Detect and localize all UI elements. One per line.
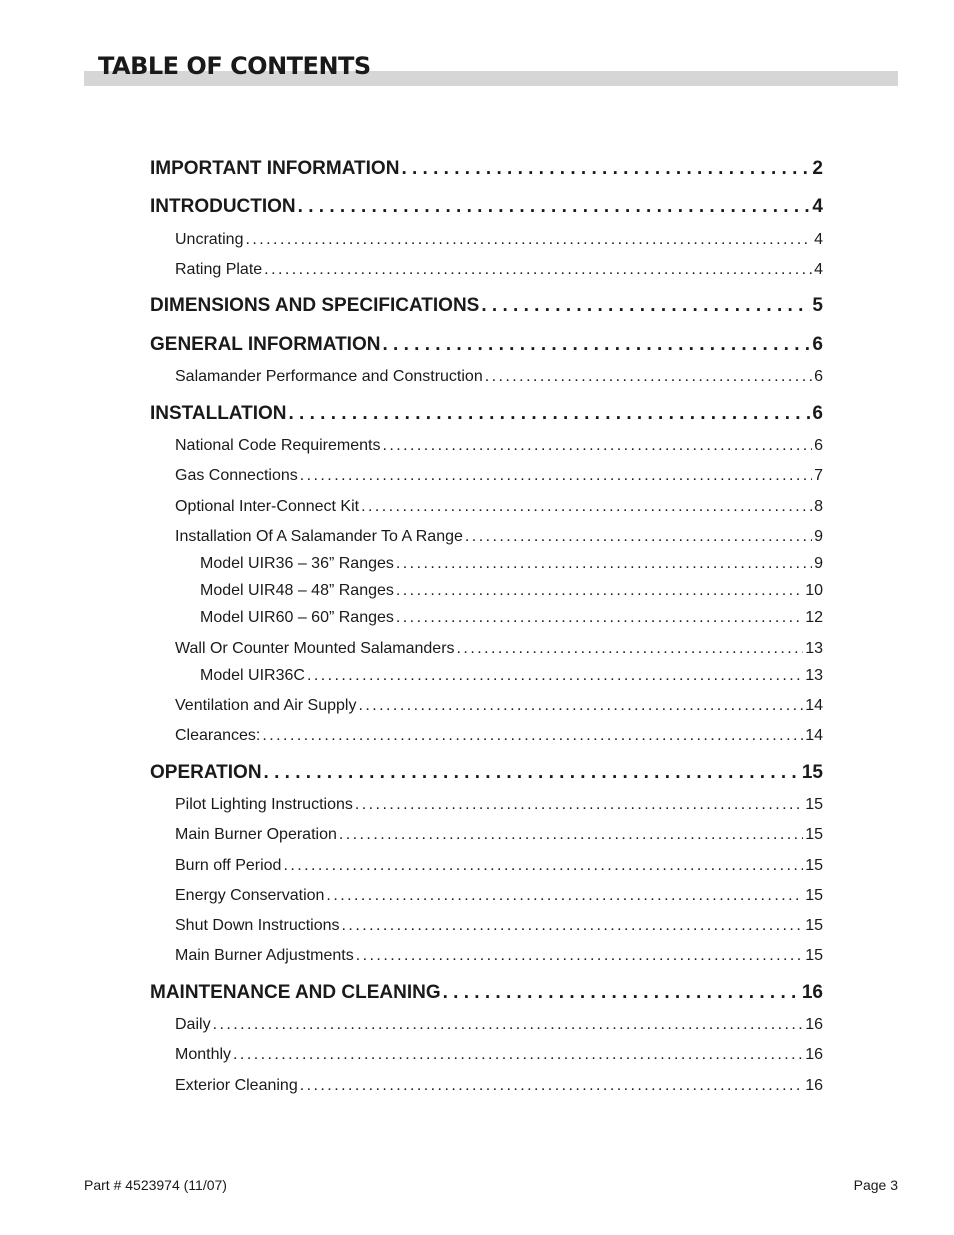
toc-entry-page: 4 [814, 261, 823, 278]
toc-entry-title: Model UIR48 – 48” Ranges [200, 582, 394, 599]
toc-entry-title: Uncrating [175, 231, 244, 248]
toc-dot-leader [307, 667, 803, 685]
toc-entry-page: 15 [801, 762, 823, 783]
toc-entry-title: INTRODUCTION [150, 196, 296, 217]
toc-dot-leader [283, 857, 803, 875]
toc-entry[interactable] [200, 555, 823, 577]
toc-entry[interactable] [175, 231, 823, 253]
toc-entry-page: 4 [812, 196, 823, 217]
toc-entry-title: Model UIR36 – 36” Ranges [200, 555, 394, 572]
toc-dot-leader [289, 403, 811, 425]
toc-entry-page: 15 [805, 857, 823, 874]
toc-entry-page: 6 [812, 403, 823, 424]
toc-entry-page: 15 [805, 826, 823, 843]
toc-entry[interactable] [175, 917, 823, 939]
toc-entry[interactable] [150, 403, 823, 429]
toc-dot-leader [457, 640, 804, 658]
toc-entry-title: MAINTENANCE AND CLEANING [150, 982, 441, 1003]
toc-entry[interactable] [175, 1046, 823, 1068]
toc-dot-leader [355, 796, 803, 814]
toc-entry-page: 16 [805, 1046, 823, 1063]
toc-dot-leader [300, 467, 812, 485]
toc-entry-page: 4 [814, 231, 823, 248]
toc-entry[interactable] [175, 467, 823, 489]
toc-dot-leader [382, 437, 812, 455]
toc-entry-page: 16 [801, 982, 823, 1003]
toc-entry[interactable] [150, 295, 823, 321]
toc-entry-page: 14 [805, 697, 823, 714]
toc-entry-title: DIMENSIONS AND SPECIFICATIONS [150, 295, 480, 316]
toc-entry-title: IMPORTANT INFORMATION [150, 158, 400, 179]
toc-entry[interactable] [175, 528, 823, 550]
toc-entry[interactable] [150, 158, 823, 184]
toc-entry-title: Main Burner Operation [175, 826, 337, 843]
toc-entry-title: GENERAL INFORMATION [150, 334, 381, 355]
toc-dot-leader [382, 334, 810, 356]
toc-entry[interactable] [175, 498, 823, 520]
toc-entry-title: National Code Requirements [175, 437, 381, 454]
toc-entry-title: Rating Plate [175, 261, 263, 278]
toc-dot-leader [233, 1046, 803, 1064]
toc-entry-page: 13 [805, 640, 823, 657]
toc-dot-leader [300, 1077, 803, 1095]
toc-entry-title: Shut Down Instructions [175, 917, 340, 934]
toc-entry[interactable] [175, 947, 823, 969]
toc-entry[interactable] [175, 727, 823, 749]
toc-dot-leader [339, 826, 803, 844]
toc-dot-leader [396, 582, 803, 600]
toc-entry-page: 15 [805, 796, 823, 813]
toc-entry-title: Exterior Cleaning [175, 1077, 298, 1094]
toc-entry-page: 9 [814, 528, 823, 545]
toc-dot-leader [245, 231, 812, 249]
toc-entry-page: 6 [814, 368, 823, 385]
toc-entry-title: Burn off Period [175, 857, 282, 874]
toc-entry-page: 15 [805, 947, 823, 964]
toc-dot-leader [342, 917, 804, 935]
toc-dot-leader [485, 368, 812, 386]
toc-dot-leader [465, 528, 812, 546]
toc-entry[interactable] [175, 1016, 823, 1038]
toc-entry[interactable] [175, 640, 823, 662]
toc-entry-title: Ventilation and Air Supply [175, 697, 357, 714]
toc-entry-title: Model UIR36C [200, 667, 305, 684]
toc-entry[interactable] [175, 796, 823, 818]
toc-entry[interactable] [150, 196, 823, 222]
toc-dot-leader [396, 609, 803, 627]
toc-entry-title: Energy Conservation [175, 887, 325, 904]
toc-entry-page: 6 [814, 437, 823, 454]
toc-entry-title: Wall Or Counter Mounted Salamanders [175, 640, 455, 657]
toc-entry[interactable] [200, 609, 823, 631]
toc-entry[interactable] [175, 1077, 823, 1099]
toc-entry-page: 13 [805, 667, 823, 684]
toc-entry-page: 5 [812, 295, 823, 316]
toc-entry[interactable] [150, 762, 823, 788]
toc-entry[interactable] [175, 437, 823, 459]
footer-part-number: Part # 4523974 (11/07) [84, 1177, 227, 1193]
page-title: TABLE OF CONTENTS [98, 52, 371, 80]
toc-dot-leader [264, 261, 812, 279]
toc-entry-page: 12 [805, 609, 823, 626]
toc-entry-page: 8 [814, 498, 823, 515]
toc-entry-page: 7 [814, 467, 823, 484]
toc-entry-page: 10 [805, 582, 823, 599]
toc-entry-title: Monthly [175, 1046, 232, 1063]
toc-entry-title: Installation Of A Salamander To A Range [175, 528, 463, 545]
toc-entry[interactable] [175, 826, 823, 848]
toc-entry[interactable] [175, 697, 823, 719]
toc-dot-leader [298, 196, 811, 218]
toc-dot-leader [443, 982, 800, 1004]
toc-entry-title: INSTALLATION [150, 403, 287, 424]
toc-entry[interactable] [200, 582, 823, 604]
toc-entry-title: Model UIR60 – 60” Ranges [200, 609, 394, 626]
toc-entry-page: 16 [805, 1016, 823, 1033]
toc-dot-leader [481, 295, 810, 317]
toc-entry-page: 14 [805, 727, 823, 744]
toc-entry[interactable] [200, 667, 823, 689]
toc-entry-page: 15 [805, 917, 823, 934]
toc-dot-leader [213, 1016, 804, 1034]
toc-entry-title: Main Burner Adjustments [175, 947, 354, 964]
toc-entry[interactable] [175, 261, 823, 283]
toc-dot-leader [361, 498, 812, 516]
toc-entry-page: 2 [812, 158, 823, 179]
toc-entry-page: 16 [805, 1077, 823, 1094]
toc-entry[interactable] [175, 368, 823, 390]
toc-dot-leader [401, 158, 810, 180]
toc-entry-page: 6 [812, 334, 823, 355]
toc-dot-leader [264, 762, 800, 784]
toc-entry-title: Pilot Lighting Instructions [175, 796, 353, 813]
toc-entry[interactable] [175, 857, 823, 879]
toc-dot-leader [262, 727, 803, 745]
toc-dot-leader [326, 887, 803, 905]
toc-dot-leader [358, 697, 803, 715]
footer-page-number: Page 3 [853, 1177, 898, 1193]
toc-entry-title: Salamander Performance and Construction [175, 368, 483, 385]
toc-entry-title: Daily [175, 1016, 211, 1033]
toc-entry[interactable] [150, 334, 823, 360]
toc-dot-leader [356, 947, 803, 965]
toc-entry-page: 15 [805, 887, 823, 904]
toc-entry-title: Optional Inter-Connect Kit [175, 498, 360, 515]
toc-dot-leader [396, 555, 812, 573]
toc-entry-title: Clearances: [175, 727, 261, 744]
toc-entry[interactable] [150, 982, 823, 1008]
toc-entry-title: OPERATION [150, 762, 262, 783]
toc-entry[interactable] [175, 887, 823, 909]
toc-entry-page: 9 [814, 555, 823, 572]
toc-entry-title: Gas Connections [175, 467, 298, 484]
